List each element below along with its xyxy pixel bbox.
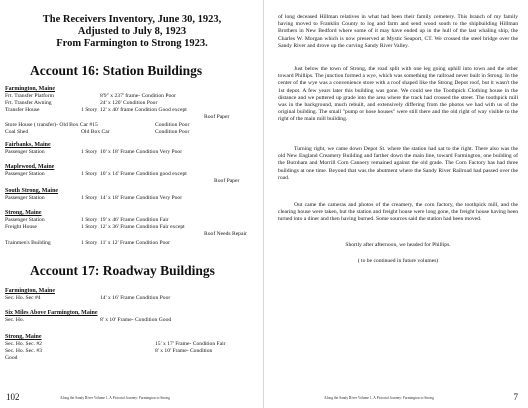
building-name: Passenger Station: [5, 149, 45, 155]
town-six-miles: Six Miles Above Farmington, Maine: [5, 310, 98, 316]
page-number-left: 102: [6, 392, 20, 402]
building-name: Freight House: [5, 224, 37, 230]
building-details: 12' x 40' frame Condition Good except: [100, 107, 187, 113]
town-maplewood: Maplewood, Maine: [5, 164, 55, 170]
building-name: Passenger Station: [5, 195, 45, 201]
condition-note: Roof Needs Repair: [204, 231, 247, 237]
building-name: Sec. Ho. Sec #4: [5, 295, 41, 301]
building-details: 8'9" x 237' frame- Condition Poor: [100, 93, 176, 99]
paragraph-6: ( to be continued in future volumes): [357, 258, 439, 264]
table-row: [5, 355, 261, 362]
building-name: Passenger Station: [5, 217, 45, 223]
building-stories: 1 Story: [81, 195, 98, 201]
building-name: Sec. Ho.: [5, 317, 25, 323]
table-row: [5, 217, 261, 224]
building-stories: 1 Story: [81, 217, 98, 223]
building-stories: Old Box Car: [81, 129, 110, 135]
building-name: Transfer House: [5, 107, 40, 113]
table-row: [5, 129, 261, 136]
town-strong-roadway: Strong, Maine: [5, 334, 42, 340]
account-17-heading: Account 17: Roadway Buildings: [30, 263, 215, 278]
table-row: [5, 295, 261, 302]
building-details: 14' x 18' Frame Condition Very Poor: [100, 195, 183, 201]
building-details: 19' x 46' Frame Condition Fair: [100, 217, 169, 223]
town-farmington-roadway: Farmington, Maine: [5, 288, 55, 294]
building-details: Condition Poor: [155, 129, 190, 135]
paragraph-4: Out came the cameras and photos of the creamery, the corn factory, the toothpick mill, and the clearing house were taken, but the station and freight house were long gone, the freight house having been turned into a diner and then having burned. Some sources said the station had been moved.: [278, 202, 518, 223]
table-row: [5, 107, 261, 114]
table-row: [5, 149, 261, 156]
building-details: 12' x 36' Frame Condition Fair except: [100, 224, 185, 230]
table-row: [5, 348, 261, 355]
town-fairbanks: Fairbanks, Maine: [5, 142, 51, 148]
header-line-1: The Receivers Inventory, June 30, 1923,: [42, 14, 222, 25]
building-details: 10' x 14' Frame Condition good except: [100, 171, 187, 177]
building-stories: 1 Story: [81, 171, 98, 177]
footer-right: Along the Sandy River Volume 1, A Pictorial Journey: Farmington to Strong: [324, 396, 434, 400]
building-details: 24' x 120' Condition Poor: [100, 100, 158, 106]
table-row: [5, 100, 261, 107]
building-details: 15' x 17' Frame- Condition Fair: [155, 341, 226, 347]
town-strong: Strong, Maine: [5, 210, 42, 216]
paragraph-1: of long deceased Hillman relatives in what had been their family cemetery. This branch of my family having moved to Franklin County to log and farm and send wood south to the shipbuilding Hillman Brothers in New Bedford where some of it may have ended up in the hull of the last whaling ship, the Charles W. Morgan which is now preserved at Mystic Seaport, CT. We crossed the steel bridge over the Sandy River and drove up the curving Sandy River Valley.: [278, 14, 518, 49]
town-farmington: Farmington, Maine: [5, 86, 55, 92]
page-number-right: 7: [513, 392, 518, 402]
paragraph-2: Just below the town of Strong, the road split with one leg going uphill into town and the other toward Phillips. The junction formed a wye, which was something the railroad never built in Strong. In the center of the wye was a convenience store with a roof shaped like the Strong Depot roof, but it wasn't the 1st depot. A few years later this building was gone. We could see the Toothpick Clothing house in the distance and we puttered up grade into the area where the track had crossed the street. The toothpick mill was in the background, much rebuilt, and extensively differing from the photos we had with us of the original building. The small "pump or hose houses" were still there and the old right of way visible to the right of the main mill building.: [278, 66, 518, 123]
building-stories: 1 Story: [81, 107, 98, 113]
table-row: [5, 341, 261, 348]
condition-note: Roof Paper: [214, 178, 240, 184]
paragraph-3: Turning right, we came down Depot St. where the station had sat to the right. There also was the old New England Creamery Building and farther down the main line, toward Farmington, one building of the Burnham and Morrill Corn Cannery remained against the old grade. The Corn Factory has had three buildings at one time. Beyond that was the abutment where the Sandy River Railroad had passed over the road.: [278, 146, 518, 181]
account-16-heading: Account 16: Station Buildings: [30, 63, 203, 78]
building-name: Sec. Ho. Sec. #3: [5, 348, 42, 354]
building-stories: 1 Story: [81, 224, 98, 230]
building-name: Store House ( transfer)- Old Box Car #15: [5, 122, 98, 128]
building-details: 10' x 18' Frame Condition Very Poor: [100, 149, 183, 155]
building-stories: 1 Story: [81, 240, 98, 246]
building-details: 8' x 10' Frame- Condition: [155, 348, 213, 354]
table-row: [5, 171, 261, 178]
footer-left: Along the Sandy River Volume 1, A Pictorial Journey: Farmington to Strong: [60, 396, 170, 400]
building-details: 11' x 12' Frame Condition Poor: [100, 240, 171, 246]
header-line-3: From Farmington to Strong 1923.: [56, 38, 208, 49]
condition-note: Roof Paper: [204, 114, 230, 120]
table-row: [5, 195, 261, 202]
table-row: [5, 93, 261, 100]
building-details: 14' x 16' Frame Condition Poor: [100, 295, 171, 301]
town-south-strong: South Strong, Maine: [5, 188, 59, 194]
table-row: [5, 240, 261, 247]
building-stories: 1 Story: [81, 149, 98, 155]
building-details: Condition Poor: [155, 122, 190, 128]
table-row: [5, 122, 261, 129]
building-name: Trainmen's Building: [5, 240, 51, 246]
header-line-2: Adjusted to July 8, 1923: [77, 26, 187, 37]
building-name: Good: [5, 355, 18, 361]
building-name: Coal Shed: [5, 129, 29, 135]
table-row: [5, 317, 261, 324]
building-name: Sec. Ho. Sec. #2: [5, 341, 42, 347]
building-name: Frt. Transfer Platform: [5, 93, 54, 99]
right-page: [264, 0, 528, 408]
building-details: 8' x 10' Frame- Condition Good: [100, 317, 172, 323]
building-name: Passenger Station: [5, 171, 45, 177]
inventory-header: [0, 14, 264, 50]
building-name: Frt. Transfer Awning: [5, 100, 52, 106]
paragraph-5: Shortly after afternoon, we headed for Phillips.: [345, 242, 451, 248]
table-row: [5, 224, 261, 231]
